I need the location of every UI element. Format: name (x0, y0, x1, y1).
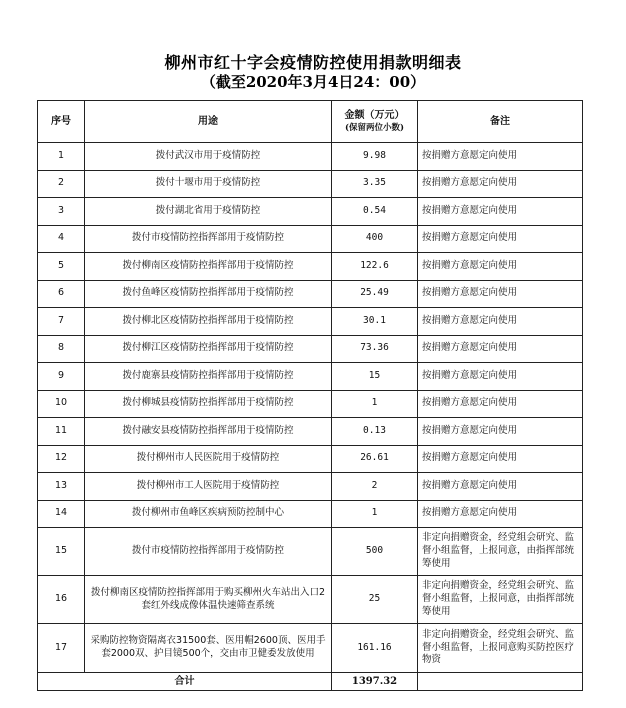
table-row (38, 500, 583, 528)
cell-remark: 按捐赠方意愿定向使用 (418, 500, 583, 528)
table-row (38, 335, 583, 363)
cell-index: 3 (38, 198, 85, 226)
cell-usage: 拨付市疫情防控指挥部用于疫情防控 (85, 528, 332, 576)
cell-amount: 0.54 (332, 198, 418, 226)
cell-remark: 非定向捐赠资金，经党组会研究、监督小组监督，上报同意，由指挥部统筹使用 (418, 576, 583, 624)
cell-remark: 非定向捐赠资金，经党组会研究、监督小组监督，上报同意购买防控医疗物资 (418, 624, 583, 673)
cell-usage: 拨付柳南区疫情防控指挥部用于购买柳州火车站出入口2套红外线成像体温快速筛查系统 (85, 576, 332, 624)
cell-amount: 15 (332, 363, 418, 391)
cell-remark: 按捐赠方意愿定向使用 (418, 198, 583, 226)
cell-amount: 9.98 (332, 143, 418, 171)
cell-usage: 拨付十堰市用于疫情防控 (85, 170, 332, 198)
cell-remark: 按捐赠方意愿定向使用 (418, 390, 583, 418)
table-row (38, 280, 583, 308)
cell-index: 12 (38, 445, 85, 473)
table-row (38, 253, 583, 281)
cell-usage: 拨付柳州市人民医院用于疫情防控 (85, 445, 332, 473)
header-amount-label: 金额（万元） (344, 110, 405, 122)
cell-usage: 拨付柳江区疫情防控指挥部用于疫情防控 (85, 335, 332, 363)
table-row (38, 528, 583, 576)
cell-remark: 按捐赠方意愿定向使用 (418, 280, 583, 308)
table-row (38, 390, 583, 418)
cell-amount: 400 (332, 225, 418, 253)
table-row (38, 198, 583, 226)
total-remark (418, 673, 583, 691)
cell-remark: 非定向捐赠资金，经党组会研究、监督小组监督，上报同意，由指挥部统筹使用 (418, 528, 583, 576)
total-row (38, 673, 583, 691)
cell-usage: 拨付柳北区疫情防控指挥部用于疫情防控 (85, 308, 332, 336)
table-row (38, 363, 583, 391)
cell-remark: 按捐赠方意愿定向使用 (418, 473, 583, 501)
table-row (38, 143, 583, 171)
cell-index: 13 (38, 473, 85, 501)
cell-usage: 拨付融安县疫情防控指挥部用于疫情防控 (85, 418, 332, 446)
table-row (38, 225, 583, 253)
cell-usage: 采购防控物资隔离衣31500套、医用帽2600顶、医用手套2000双、护目镜500个，交由市卫健委发放使用 (85, 624, 332, 673)
header-index: 序号 (38, 101, 85, 143)
cell-usage: 拨付鱼峰区疫情防控指挥部用于疫情防控 (85, 280, 332, 308)
cell-remark: 按捐赠方意愿定向使用 (418, 143, 583, 171)
cell-amount: 73.36 (332, 335, 418, 363)
cell-index: 15 (38, 528, 85, 576)
table-row (38, 624, 583, 673)
cell-index: 7 (38, 308, 85, 336)
cell-remark: 按捐赠方意愿定向使用 (418, 363, 583, 391)
cell-usage: 拨付武汉市用于疫情防控 (85, 143, 332, 171)
cell-index: 10 (38, 390, 85, 418)
cell-amount: 2 (332, 473, 418, 501)
cell-usage: 拨付柳南区疫情防控指挥部用于疫情防控 (85, 253, 332, 281)
header-remark: 备注 (418, 101, 583, 143)
cell-amount: 0.13 (332, 418, 418, 446)
cell-usage: 拨付市疫情防控指挥部用于疫情防控 (85, 225, 332, 253)
table-row (38, 170, 583, 198)
header-amount (332, 101, 418, 143)
cell-remark: 按捐赠方意愿定向使用 (418, 308, 583, 336)
cell-remark: 按捐赠方意愿定向使用 (418, 225, 583, 253)
cell-index: 1 (38, 143, 85, 171)
total-amount: 1397.32 (332, 673, 418, 691)
table-header-row (38, 101, 583, 143)
total-label: 合计 (38, 673, 332, 691)
cell-index: 2 (38, 170, 85, 198)
cell-index: 11 (38, 418, 85, 446)
cell-amount: 122.6 (332, 253, 418, 281)
table-row (38, 445, 583, 473)
cell-amount: 25 (332, 576, 418, 624)
cell-index: 9 (38, 363, 85, 391)
cell-usage: 拨付鹿寨县疫情防控指挥部用于疫情防控 (85, 363, 332, 391)
cell-index: 16 (38, 576, 85, 624)
cell-amount: 3.35 (332, 170, 418, 198)
page-subtitle: （截至2020年3月4日24：00） (200, 73, 426, 91)
cell-remark: 按捐赠方意愿定向使用 (418, 335, 583, 363)
table-row (38, 473, 583, 501)
cell-index: 8 (38, 335, 85, 363)
cell-index: 5 (38, 253, 85, 281)
cell-index: 17 (38, 624, 85, 673)
cell-index: 4 (38, 225, 85, 253)
cell-usage: 拨付柳州市工人医院用于疫情防控 (85, 473, 332, 501)
cell-index: 14 (38, 500, 85, 528)
table-row (38, 576, 583, 624)
table-body (38, 143, 583, 673)
cell-amount: 161.16 (332, 624, 418, 673)
cell-amount: 1 (332, 390, 418, 418)
cell-amount: 500 (332, 528, 418, 576)
donation-table (37, 100, 583, 691)
cell-usage: 拨付湖北省用于疫情防控 (85, 198, 332, 226)
cell-remark: 按捐赠方意愿定向使用 (418, 445, 583, 473)
cell-amount: 1 (332, 500, 418, 528)
header-usage: 用途 (85, 101, 332, 143)
table-row (38, 308, 583, 336)
cell-remark: 按捐赠方意愿定向使用 (418, 253, 583, 281)
cell-index: 6 (38, 280, 85, 308)
header-amount-note: (保留两位小数) (344, 122, 405, 133)
cell-amount: 26.61 (332, 445, 418, 473)
cell-remark: 按捐赠方意愿定向使用 (418, 170, 583, 198)
cell-usage: 拨付柳州市鱼峰区疾病预防控制中心 (85, 500, 332, 528)
table-row (38, 418, 583, 446)
cell-remark: 按捐赠方意愿定向使用 (418, 418, 583, 446)
page-title: 柳州市红十字会疫情防控使用捐款明细表 (164, 53, 462, 72)
cell-usage: 拨付柳城县疫情防控指挥部用于疫情防控 (85, 390, 332, 418)
cell-amount: 25.49 (332, 280, 418, 308)
cell-amount: 30.1 (332, 308, 418, 336)
